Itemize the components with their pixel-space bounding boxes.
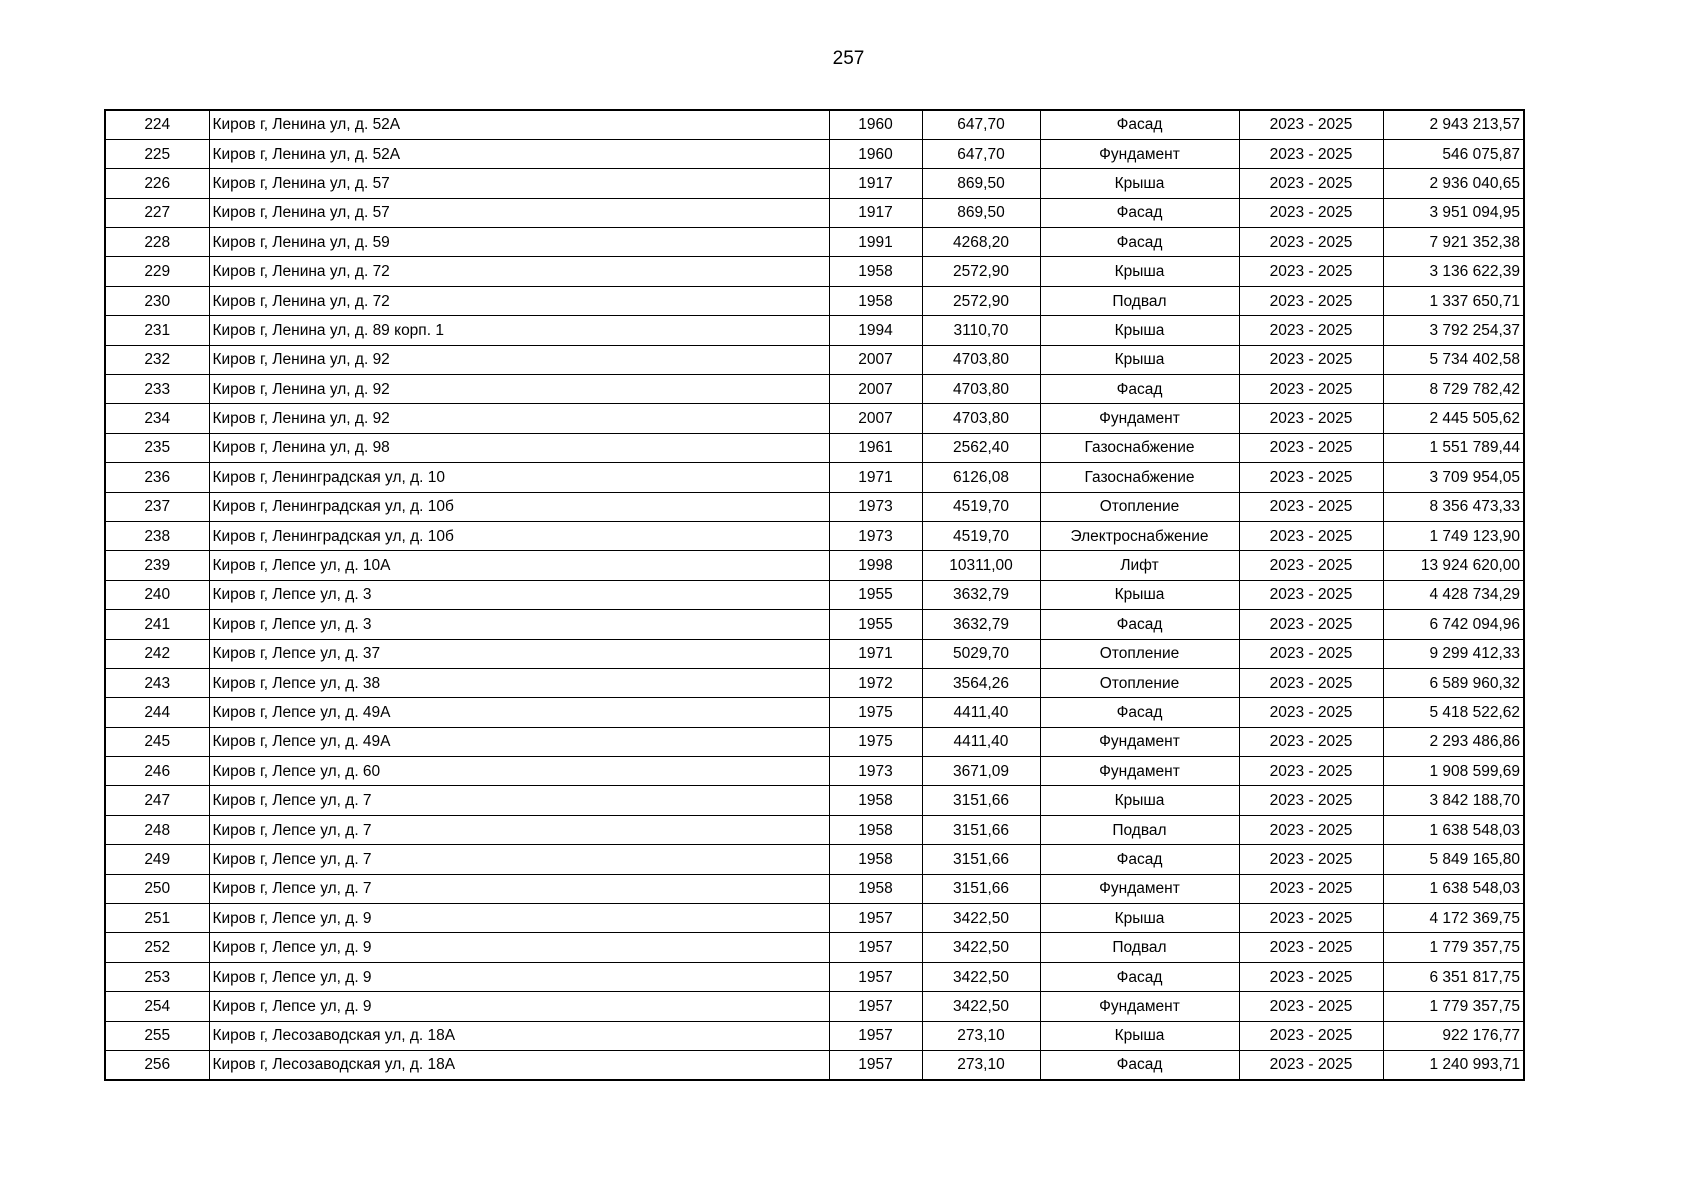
row-number: 233: [105, 375, 209, 404]
area-cell: 869,50: [922, 198, 1040, 227]
cost-cell: 2 936 040,65: [1383, 169, 1524, 198]
table-row: [105, 580, 1524, 609]
year-built-cell: 1958: [829, 786, 922, 815]
area-cell: 3151,66: [922, 815, 1040, 844]
table-row: [105, 198, 1524, 227]
period-cell: 2023 - 2025: [1239, 845, 1383, 874]
work-type-cell: Фасад: [1040, 198, 1239, 227]
period-cell: 2023 - 2025: [1239, 345, 1383, 374]
cost-cell: 2 943 213,57: [1383, 110, 1524, 139]
cost-cell: 8 356 473,33: [1383, 492, 1524, 521]
year-built-cell: 2007: [829, 345, 922, 374]
period-cell: 2023 - 2025: [1239, 521, 1383, 550]
area-cell: 3422,50: [922, 962, 1040, 991]
area-cell: 3632,79: [922, 610, 1040, 639]
area-cell: 3671,09: [922, 757, 1040, 786]
row-number: 238: [105, 521, 209, 550]
work-type-cell: Фундамент: [1040, 992, 1239, 1021]
year-built-cell: 1973: [829, 521, 922, 550]
year-built-cell: 1972: [829, 668, 922, 697]
cost-cell: 3 951 094,95: [1383, 198, 1524, 227]
address-cell: Киров г, Лепсе ул, д. 9: [209, 933, 829, 962]
table-row: [105, 962, 1524, 991]
period-cell: 2023 - 2025: [1239, 492, 1383, 521]
cost-cell: 5 418 522,62: [1383, 698, 1524, 727]
row-number: 243: [105, 668, 209, 697]
work-type-cell: Газоснабжение: [1040, 463, 1239, 492]
row-number: 237: [105, 492, 209, 521]
work-type-cell: Отопление: [1040, 492, 1239, 521]
year-built-cell: 1917: [829, 198, 922, 227]
period-cell: 2023 - 2025: [1239, 286, 1383, 315]
address-cell: Киров г, Лесозаводская ул, д. 18А: [209, 1021, 829, 1050]
page-number: 257: [832, 48, 865, 69]
address-cell: Киров г, Ленинградская ул, д. 10: [209, 463, 829, 492]
period-cell: 2023 - 2025: [1239, 463, 1383, 492]
table-row: [105, 933, 1524, 962]
work-type-cell: Крыша: [1040, 904, 1239, 933]
area-cell: 4411,40: [922, 698, 1040, 727]
cost-cell: 3 842 188,70: [1383, 786, 1524, 815]
address-cell: Киров г, Лепсе ул, д. 7: [209, 786, 829, 815]
area-cell: 4703,80: [922, 345, 1040, 374]
table-row: [105, 639, 1524, 668]
table-row: [105, 433, 1524, 462]
year-built-cell: 1975: [829, 727, 922, 756]
year-built-cell: 1957: [829, 992, 922, 1021]
cost-cell: 6 351 817,75: [1383, 962, 1524, 991]
period-cell: 2023 - 2025: [1239, 757, 1383, 786]
year-built-cell: 1957: [829, 962, 922, 991]
row-number: 245: [105, 727, 209, 756]
table-row: [105, 786, 1524, 815]
row-number: 232: [105, 345, 209, 374]
area-cell: 3151,66: [922, 845, 1040, 874]
work-type-cell: Электроснабжение: [1040, 521, 1239, 550]
cost-cell: 3 709 954,05: [1383, 463, 1524, 492]
address-cell: Киров г, Ленина ул, д. 59: [209, 228, 829, 257]
work-type-cell: Крыша: [1040, 1021, 1239, 1050]
cost-cell: 1 638 548,03: [1383, 874, 1524, 903]
year-built-cell: 2007: [829, 404, 922, 433]
work-type-cell: Крыша: [1040, 345, 1239, 374]
table-row: [105, 257, 1524, 286]
year-built-cell: 1957: [829, 1051, 922, 1080]
work-type-cell: Фундамент: [1040, 139, 1239, 168]
year-built-cell: 1955: [829, 610, 922, 639]
row-number: 235: [105, 433, 209, 462]
year-built-cell: 1917: [829, 169, 922, 198]
address-cell: Киров г, Ленина ул, д. 92: [209, 404, 829, 433]
period-cell: 2023 - 2025: [1239, 668, 1383, 697]
year-built-cell: 1958: [829, 286, 922, 315]
row-number: 226: [105, 169, 209, 198]
address-cell: Киров г, Лепсе ул, д. 9: [209, 992, 829, 1021]
area-cell: 5029,70: [922, 639, 1040, 668]
registry-table: [104, 109, 1525, 1081]
table-row: [105, 610, 1524, 639]
area-cell: 3151,66: [922, 874, 1040, 903]
address-cell: Киров г, Ленина ул, д. 57: [209, 169, 829, 198]
period-cell: 2023 - 2025: [1239, 139, 1383, 168]
area-cell: 4703,80: [922, 375, 1040, 404]
year-built-cell: 2007: [829, 375, 922, 404]
year-built-cell: 1975: [829, 698, 922, 727]
area-cell: 869,50: [922, 169, 1040, 198]
work-type-cell: Крыша: [1040, 169, 1239, 198]
table-row: [105, 845, 1524, 874]
period-cell: 2023 - 2025: [1239, 962, 1383, 991]
work-type-cell: Лифт: [1040, 551, 1239, 580]
period-cell: 2023 - 2025: [1239, 698, 1383, 727]
row-number: 251: [105, 904, 209, 933]
work-type-cell: Фундамент: [1040, 404, 1239, 433]
address-cell: Киров г, Лепсе ул, д. 49А: [209, 727, 829, 756]
address-cell: Киров г, Ленина ул, д. 92: [209, 345, 829, 374]
cost-cell: 6 589 960,32: [1383, 668, 1524, 697]
period-cell: 2023 - 2025: [1239, 433, 1383, 462]
year-built-cell: 1957: [829, 1021, 922, 1050]
row-number: 247: [105, 786, 209, 815]
year-built-cell: 1955: [829, 580, 922, 609]
area-cell: 2572,90: [922, 286, 1040, 315]
row-number: 228: [105, 228, 209, 257]
period-cell: 2023 - 2025: [1239, 1051, 1383, 1080]
area-cell: 4268,20: [922, 228, 1040, 257]
cost-cell: 3 136 622,39: [1383, 257, 1524, 286]
period-cell: 2023 - 2025: [1239, 992, 1383, 1021]
cost-cell: 6 742 094,96: [1383, 610, 1524, 639]
period-cell: 2023 - 2025: [1239, 580, 1383, 609]
year-built-cell: 1998: [829, 551, 922, 580]
table-row: [105, 492, 1524, 521]
area-cell: 10311,00: [922, 551, 1040, 580]
period-cell: 2023 - 2025: [1239, 1021, 1383, 1050]
cost-cell: 1 779 357,75: [1383, 933, 1524, 962]
address-cell: Киров г, Лепсе ул, д. 7: [209, 874, 829, 903]
row-number: 224: [105, 110, 209, 139]
cost-cell: 4 428 734,29: [1383, 580, 1524, 609]
address-cell: Киров г, Ленина ул, д. 57: [209, 198, 829, 227]
address-cell: Киров г, Лепсе ул, д. 9: [209, 904, 829, 933]
year-built-cell: 1958: [829, 815, 922, 844]
area-cell: 4703,80: [922, 404, 1040, 433]
year-built-cell: 1973: [829, 757, 922, 786]
year-built-cell: 1971: [829, 639, 922, 668]
address-cell: Киров г, Лепсе ул, д. 49А: [209, 698, 829, 727]
table-row: [105, 668, 1524, 697]
area-cell: 3151,66: [922, 786, 1040, 815]
cost-cell: 1 337 650,71: [1383, 286, 1524, 315]
address-cell: Киров г, Ленина ул, д. 52А: [209, 139, 829, 168]
table-row: [105, 286, 1524, 315]
table-row: [105, 463, 1524, 492]
cost-cell: 8 729 782,42: [1383, 375, 1524, 404]
row-number: 254: [105, 992, 209, 1021]
period-cell: 2023 - 2025: [1239, 375, 1383, 404]
row-number: 253: [105, 962, 209, 991]
cost-cell: 1 749 123,90: [1383, 521, 1524, 550]
row-number: 225: [105, 139, 209, 168]
cost-cell: 5 849 165,80: [1383, 845, 1524, 874]
table-row: [105, 375, 1524, 404]
address-cell: Киров г, Лепсе ул, д. 60: [209, 757, 829, 786]
work-type-cell: Фасад: [1040, 375, 1239, 404]
work-type-cell: Фасад: [1040, 698, 1239, 727]
row-number: 230: [105, 286, 209, 315]
area-cell: 3632,79: [922, 580, 1040, 609]
row-number: 244: [105, 698, 209, 727]
row-number: 256: [105, 1051, 209, 1080]
cost-cell: 9 299 412,33: [1383, 639, 1524, 668]
area-cell: 647,70: [922, 110, 1040, 139]
period-cell: 2023 - 2025: [1239, 727, 1383, 756]
period-cell: 2023 - 2025: [1239, 198, 1383, 227]
area-cell: 3564,26: [922, 668, 1040, 697]
cost-cell: 922 176,77: [1383, 1021, 1524, 1050]
address-cell: Киров г, Лепсе ул, д. 3: [209, 610, 829, 639]
table-row: [105, 139, 1524, 168]
area-cell: 2562,40: [922, 433, 1040, 462]
area-cell: 4519,70: [922, 521, 1040, 550]
cost-cell: 1 551 789,44: [1383, 433, 1524, 462]
work-type-cell: Фундамент: [1040, 874, 1239, 903]
table-row: [105, 904, 1524, 933]
row-number: 255: [105, 1021, 209, 1050]
period-cell: 2023 - 2025: [1239, 610, 1383, 639]
work-type-cell: Отопление: [1040, 668, 1239, 697]
table-row: [105, 815, 1524, 844]
area-cell: 647,70: [922, 139, 1040, 168]
cost-cell: 546 075,87: [1383, 139, 1524, 168]
year-built-cell: 1957: [829, 933, 922, 962]
year-built-cell: 1957: [829, 904, 922, 933]
row-number: 227: [105, 198, 209, 227]
address-cell: Киров г, Лепсе ул, д. 3: [209, 580, 829, 609]
work-type-cell: Фасад: [1040, 110, 1239, 139]
table-row: [105, 1021, 1524, 1050]
year-built-cell: 1991: [829, 228, 922, 257]
address-cell: Киров г, Ленина ул, д. 92: [209, 375, 829, 404]
cost-cell: 1 240 993,71: [1383, 1051, 1524, 1080]
address-cell: Киров г, Лепсе ул, д. 37: [209, 639, 829, 668]
work-type-cell: Отопление: [1040, 639, 1239, 668]
row-number: 236: [105, 463, 209, 492]
period-cell: 2023 - 2025: [1239, 228, 1383, 257]
year-built-cell: 1994: [829, 316, 922, 345]
area-cell: 273,10: [922, 1051, 1040, 1080]
period-cell: 2023 - 2025: [1239, 257, 1383, 286]
work-type-cell: Фасад: [1040, 1051, 1239, 1080]
cost-cell: 2 445 505,62: [1383, 404, 1524, 433]
work-type-cell: Фасад: [1040, 962, 1239, 991]
work-type-cell: Фасад: [1040, 610, 1239, 639]
row-number: 248: [105, 815, 209, 844]
cost-cell: 3 792 254,37: [1383, 316, 1524, 345]
row-number: 239: [105, 551, 209, 580]
row-number: 250: [105, 874, 209, 903]
row-number: 242: [105, 639, 209, 668]
period-cell: 2023 - 2025: [1239, 169, 1383, 198]
work-type-cell: Фасад: [1040, 845, 1239, 874]
cost-cell: 1 779 357,75: [1383, 992, 1524, 1021]
cost-cell: 1 908 599,69: [1383, 757, 1524, 786]
address-cell: Киров г, Ленина ул, д. 72: [209, 257, 829, 286]
cost-cell: 1 638 548,03: [1383, 815, 1524, 844]
row-number: 241: [105, 610, 209, 639]
work-type-cell: Крыша: [1040, 580, 1239, 609]
year-built-cell: 1958: [829, 874, 922, 903]
area-cell: 2572,90: [922, 257, 1040, 286]
year-built-cell: 1958: [829, 845, 922, 874]
period-cell: 2023 - 2025: [1239, 639, 1383, 668]
work-type-cell: Подвал: [1040, 286, 1239, 315]
address-cell: Киров г, Ленина ул, д. 98: [209, 433, 829, 462]
address-cell: Киров г, Ленина ул, д. 52А: [209, 110, 829, 139]
table-row: [105, 521, 1524, 550]
table-row: [105, 110, 1524, 139]
table-row: [105, 169, 1524, 198]
year-built-cell: 1973: [829, 492, 922, 521]
address-cell: Киров г, Ленинградская ул, д. 10б: [209, 492, 829, 521]
work-type-cell: Газоснабжение: [1040, 433, 1239, 462]
table-row: [105, 228, 1524, 257]
table-row: [105, 316, 1524, 345]
period-cell: 2023 - 2025: [1239, 904, 1383, 933]
row-number: 231: [105, 316, 209, 345]
work-type-cell: Подвал: [1040, 815, 1239, 844]
row-number: 246: [105, 757, 209, 786]
year-built-cell: 1971: [829, 463, 922, 492]
address-cell: Киров г, Лепсе ул, д. 9: [209, 962, 829, 991]
period-cell: 2023 - 2025: [1239, 815, 1383, 844]
period-cell: 2023 - 2025: [1239, 933, 1383, 962]
area-cell: 273,10: [922, 1021, 1040, 1050]
address-cell: Киров г, Ленина ул, д. 72: [209, 286, 829, 315]
table-row: [105, 345, 1524, 374]
cost-cell: 13 924 620,00: [1383, 551, 1524, 580]
area-cell: 3422,50: [922, 933, 1040, 962]
table-body: [105, 110, 1524, 1080]
work-type-cell: Крыша: [1040, 786, 1239, 815]
period-cell: 2023 - 2025: [1239, 110, 1383, 139]
period-cell: 2023 - 2025: [1239, 404, 1383, 433]
area-cell: 3422,50: [922, 904, 1040, 933]
period-cell: 2023 - 2025: [1239, 551, 1383, 580]
cost-cell: 2 293 486,86: [1383, 727, 1524, 756]
work-type-cell: Фундамент: [1040, 757, 1239, 786]
work-type-cell: Фасад: [1040, 228, 1239, 257]
period-cell: 2023 - 2025: [1239, 316, 1383, 345]
year-built-cell: 1958: [829, 257, 922, 286]
table-row: [105, 404, 1524, 433]
area-cell: 3110,70: [922, 316, 1040, 345]
work-type-cell: Фундамент: [1040, 727, 1239, 756]
year-built-cell: 1960: [829, 110, 922, 139]
period-cell: 2023 - 2025: [1239, 874, 1383, 903]
row-number: 249: [105, 845, 209, 874]
year-built-cell: 1960: [829, 139, 922, 168]
row-number: 252: [105, 933, 209, 962]
work-type-cell: Подвал: [1040, 933, 1239, 962]
period-cell: 2023 - 2025: [1239, 786, 1383, 815]
table-row: [105, 1051, 1524, 1080]
table-row: [105, 698, 1524, 727]
address-cell: Киров г, Лепсе ул, д. 7: [209, 845, 829, 874]
work-type-cell: Крыша: [1040, 257, 1239, 286]
row-number: 234: [105, 404, 209, 433]
year-built-cell: 1961: [829, 433, 922, 462]
area-cell: 3422,50: [922, 992, 1040, 1021]
cost-cell: 4 172 369,75: [1383, 904, 1524, 933]
address-cell: Киров г, Лепсе ул, д. 10А: [209, 551, 829, 580]
area-cell: 4519,70: [922, 492, 1040, 521]
table-row: [105, 874, 1524, 903]
table-row: [105, 992, 1524, 1021]
row-number: 240: [105, 580, 209, 609]
cost-cell: 5 734 402,58: [1383, 345, 1524, 374]
table-row: [105, 727, 1524, 756]
work-type-cell: Крыша: [1040, 316, 1239, 345]
area-cell: 6126,08: [922, 463, 1040, 492]
address-cell: Киров г, Лесозаводская ул, д. 18А: [209, 1051, 829, 1080]
table-row: [105, 551, 1524, 580]
address-cell: Киров г, Ленинградская ул, д. 10б: [209, 521, 829, 550]
address-cell: Киров г, Лепсе ул, д. 7: [209, 815, 829, 844]
row-number: 229: [105, 257, 209, 286]
table-row: [105, 757, 1524, 786]
area-cell: 4411,40: [922, 727, 1040, 756]
cost-cell: 7 921 352,38: [1383, 228, 1524, 257]
address-cell: Киров г, Ленина ул, д. 89 корп. 1: [209, 316, 829, 345]
address-cell: Киров г, Лепсе ул, д. 38: [209, 668, 829, 697]
